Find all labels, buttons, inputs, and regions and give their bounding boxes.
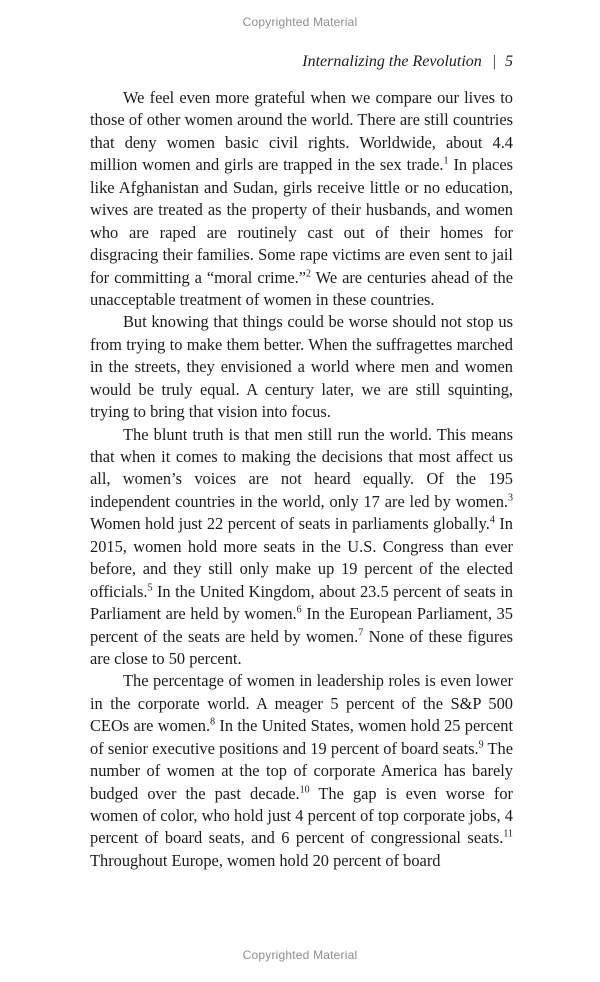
footnote-reference: 6 <box>296 604 302 616</box>
copyright-notice-top: Copyrighted Material <box>242 15 358 29</box>
footnote-reference: 1 <box>443 155 449 167</box>
footnote-reference: 7 <box>358 627 364 639</box>
footnote-reference: 9 <box>478 739 484 751</box>
paragraph: The percentage of women in leadership roles is even lower in the corporate world. A meager 5 percent of the S&P 500 CEOs are women.$^8$ In the United States, women hold 25 percent of senior executive positions and 19 percent of board seats.$^9$ The number of women at the top of corporate America has barely budged over the past decade.$^{10}$ The gap is even worse for women of color, who hold just 4 percent of top corporate jobs, 4 percent of board seats, and 6 percent of congressional seats.$^{11}$ Throughout Europe, women hold 20 percent of board <box>90 671 513 870</box>
footnote-reference: 4 <box>489 514 495 526</box>
copyright-notice-bottom: Copyrighted Material <box>242 948 358 962</box>
paragraph: We feel even more grateful when we compare our lives to those of other women around the world. There are still countries that deny women basic civil rights. Worldwide, about 4.4 million women and girls are trapped in the sex trade.$^1$ In places like Afghanistan and Sudan, girls receive little or no education, wives are treated as the property of their husbands, and women who are raped are routinely cast out of their homes for disgracing their families. Some rape victims are even sent to jail for committing a “moral crime.”$^2$ We are centuries ahead of the unacceptable treatment of women in these countries. <box>90 88 513 309</box>
running-header <box>90 53 513 71</box>
footnote-reference: 2 <box>306 268 312 280</box>
header-separator: | <box>492 53 496 70</box>
footnote-reference: 8 <box>210 716 216 728</box>
paragraph: The blunt truth is that men still run the world. This means that when it comes to making the decisions that most affect us all, women’s voices are not heard equally. Of the 195 independent countries in the world, only 17 are led by women.$^3$ Women hold just 22 percent of seats in parliaments globally.$^4$ In 2015, women hold more seats in the U.S. Congress than ever before, and they still only make up 19 percent of the elected officials.$^5$ In the United Kingdom, about 23.5 percent of seats in Parliament are held by women.$^6$ In the European Parliament, 35 percent of the seats are held by women.$^7$ None of these figures are close to 50 percent. <box>90 424 513 668</box>
page-number: 5 <box>505 53 513 70</box>
footnote-reference: 3 <box>508 492 513 504</box>
page-body-text <box>90 87 513 872</box>
footnote-reference: 11 <box>503 828 513 840</box>
chapter-title: Internalizing the Revolution <box>302 53 482 70</box>
footnote-reference: 10 <box>299 784 310 796</box>
footnote-reference: 5 <box>147 582 153 594</box>
paragraph: But knowing that things could be worse should not stop us from trying to make them better. When the suffragettes marched in the streets, they envisioned a world where men and women would be truly equal. A century later, we are still squinting, trying to bring that vision into focus. <box>90 312 513 422</box>
